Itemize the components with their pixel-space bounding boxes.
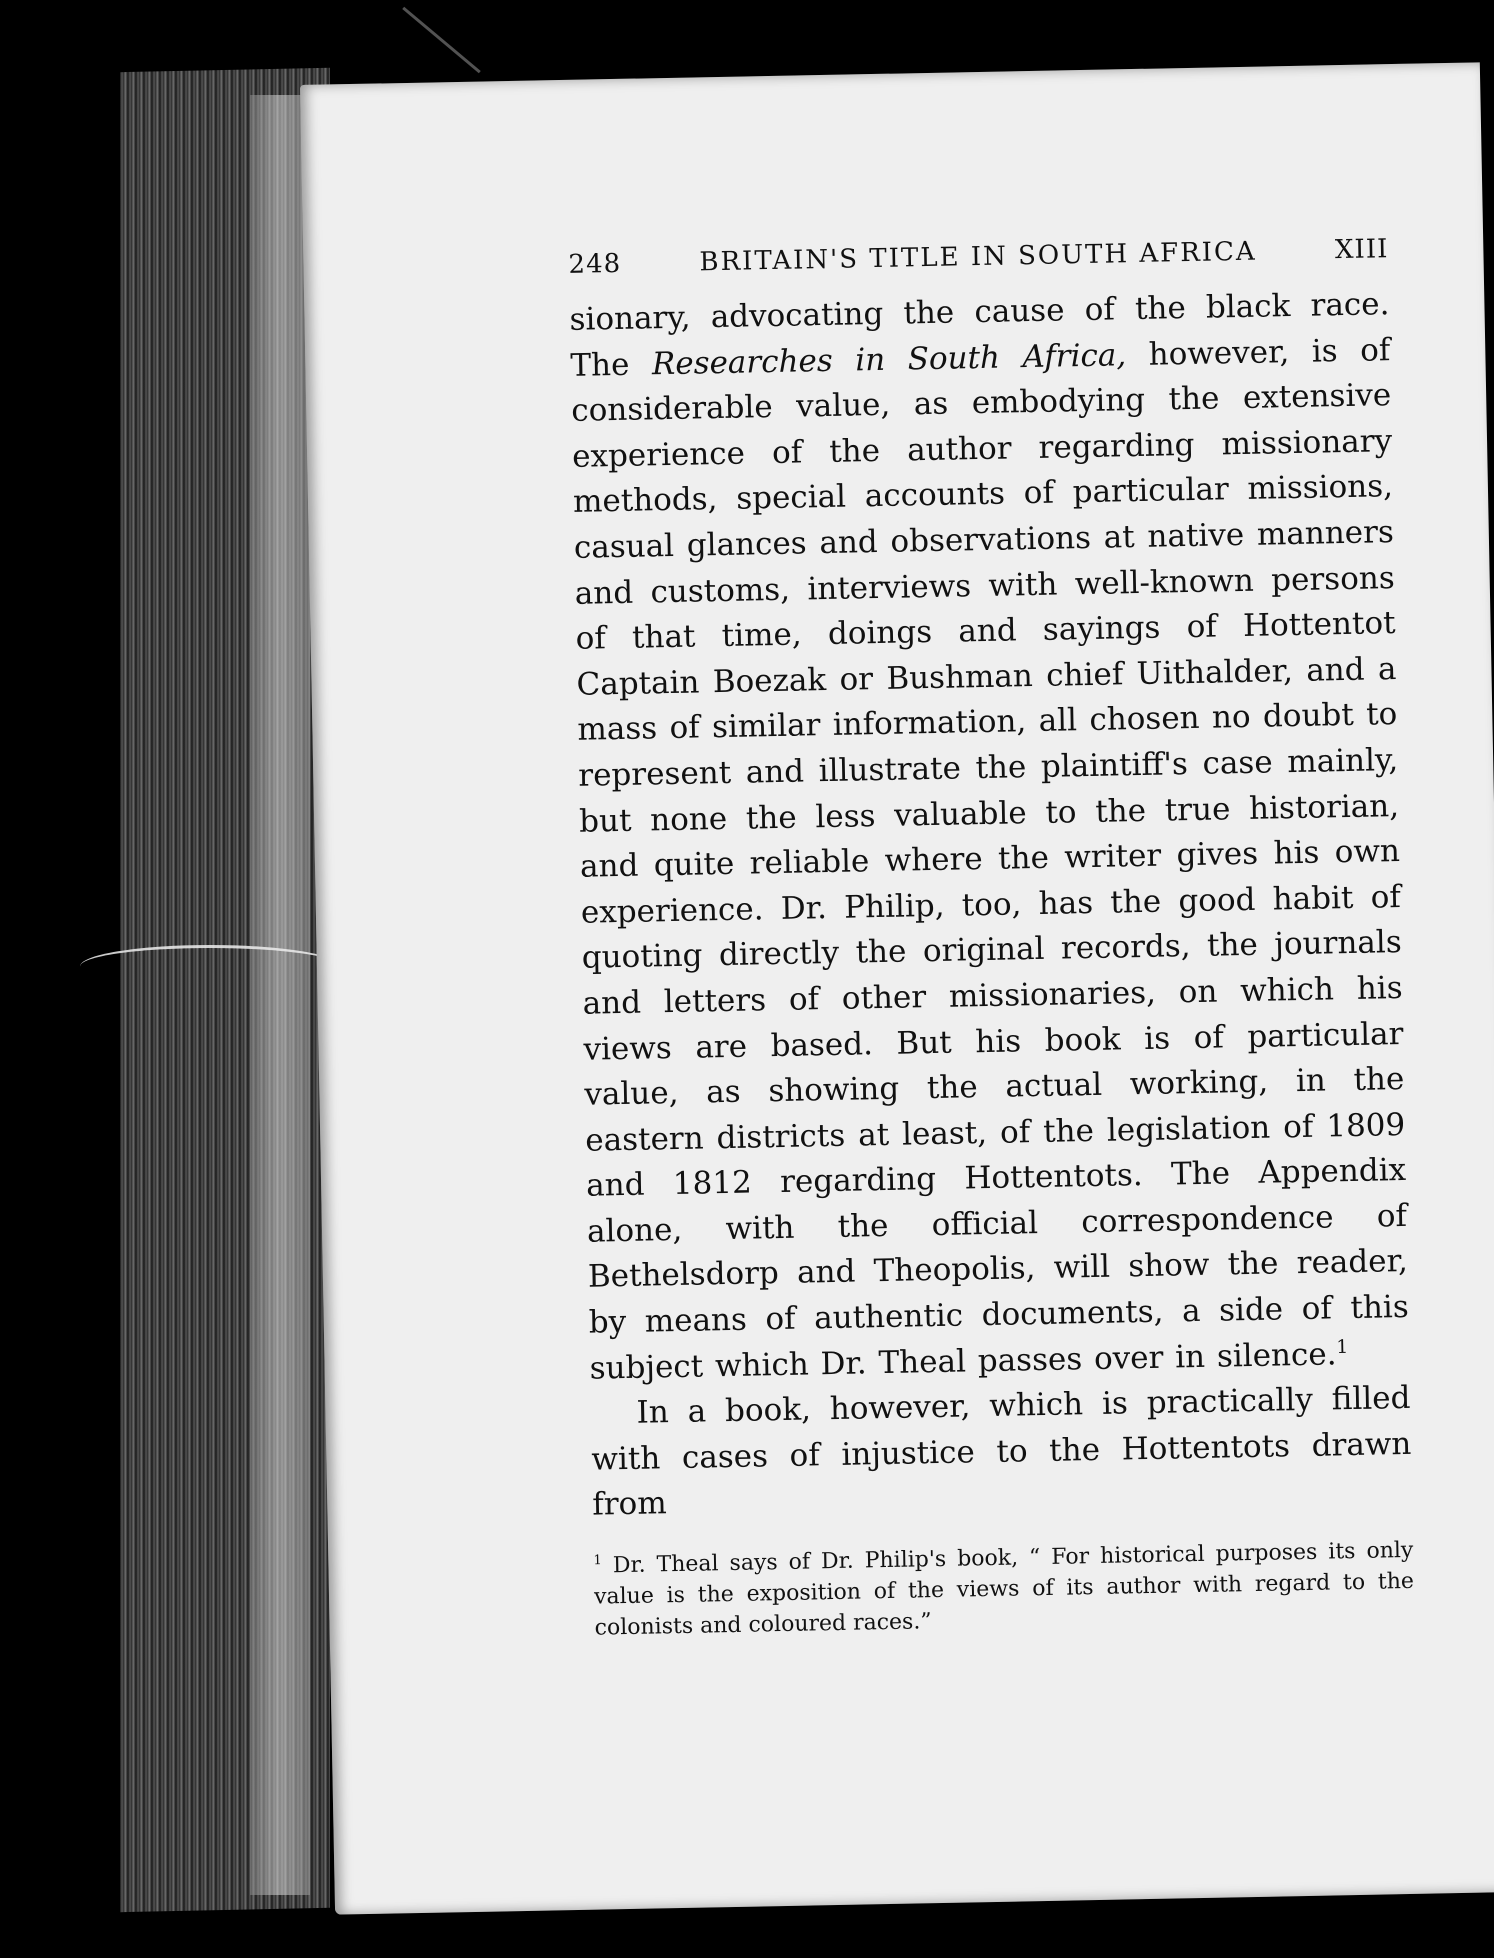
page-crease — [80, 945, 340, 988]
paragraph-1-text-b: however, is of considerable value, as embodying the extensive experience of the author regarding missionary methods, special accounts of particular missions, casual glances and observations at native manners and customs, interviews with well-known persons of that time, doings and sayings of Hottentot Captain Boezak or Bushman chief Uithalder, and a mass of similar information, all chosen no doubt to represent and illustrate the plaintiff's case mainly, but none the less valuable to the true historian, and quite reliable where the writer gives his own experience. Dr. Philip, too, has the good habit of quoting directly the original records, the journals and letters of other missionaries, on which his views are based. But his book is of particular value, as showing the actual working, in the eastern districts at least, of the legislation of 1809 and 1812 regarding Hottentots. The Appendix alone, with the official correspondence of Bethelsdorp and Theopolis, will show the reader, by means of authentic documents, a side of this subject which Dr. Theal passes over in silence. — [570, 331, 1410, 1387]
page-edge-highlight — [250, 95, 310, 1895]
page-number: 248 — [568, 248, 622, 280]
paragraph-1-text-a: sionary, advocating the cause of the black race. The — [569, 286, 1390, 384]
paragraph-2 — [590, 1376, 1412, 1528]
footnote-ref: 1 — [1336, 1336, 1349, 1358]
scan-scratch — [402, 7, 481, 74]
paper-page — [300, 62, 1494, 1914]
footnote-text: Dr. Theal says of Dr. Philip's book, “ For historical purposes its only value is the exposition of the views of its author with regard to the colonists and coloured races.” — [593, 1537, 1415, 1641]
paragraph-1 — [569, 282, 1410, 1392]
text-block — [568, 234, 1415, 1666]
chapter-number: XIII — [1334, 234, 1389, 266]
paragraph-2-text: In a book, however, which is practically filled with cases of injustice to the Hottentots drawn from — [591, 1380, 1412, 1524]
footnote — [593, 1535, 1415, 1644]
book-title-italic: Researches in South Africa, — [651, 336, 1127, 382]
running-head — [568, 234, 1388, 280]
running-title: BRITAIN'S TITLE IN SOUTH AFRICA — [699, 236, 1257, 278]
footnote-marker: 1 — [593, 1553, 602, 1569]
